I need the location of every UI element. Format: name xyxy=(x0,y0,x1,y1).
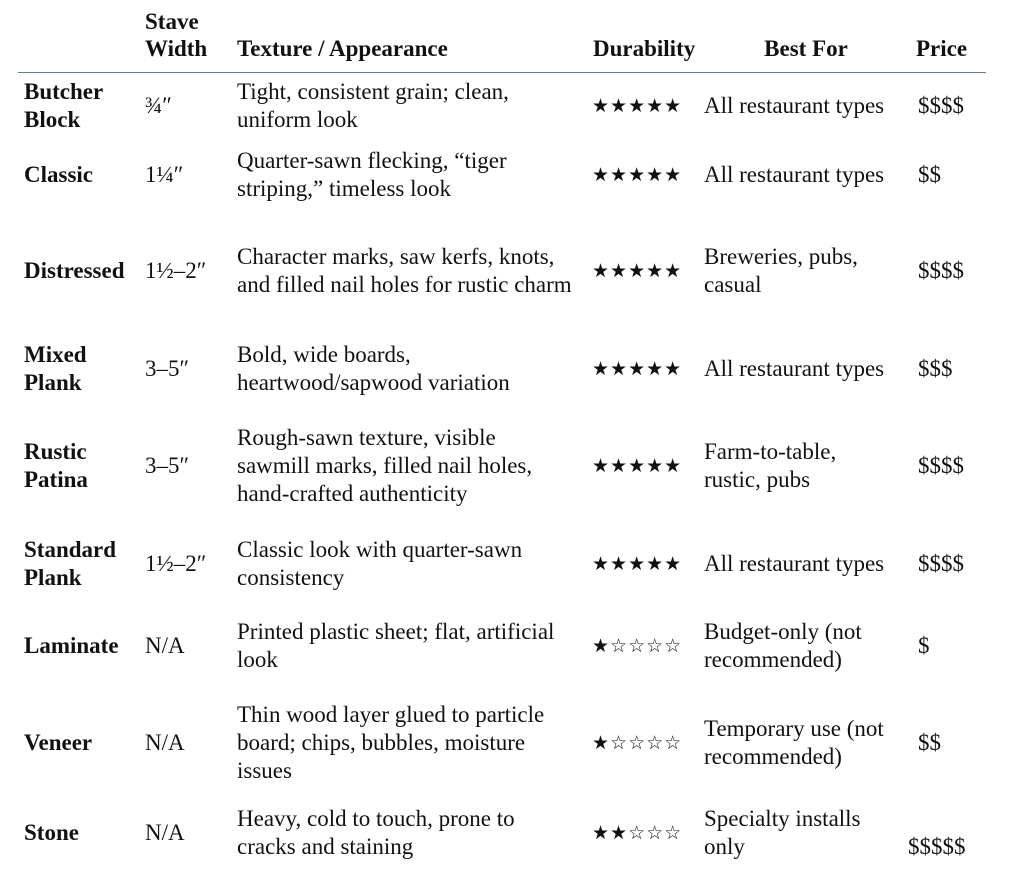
row-texture xyxy=(233,331,589,407)
row-texture-text: Character marks, saw kerfs, knots, and filled nail holes for rustic charm xyxy=(237,243,572,297)
row-best-for: All restaurant types xyxy=(704,355,885,381)
row-best-for: All restaurant types xyxy=(704,93,885,119)
row-price: $$$$ xyxy=(918,257,964,283)
row-texture xyxy=(233,797,589,869)
row-stave-width: 3–5″ xyxy=(145,355,190,381)
row-name: Butcher Block xyxy=(24,79,103,133)
durability-stars: ★★★★★ xyxy=(592,454,683,477)
flooring-comparison-table xyxy=(18,8,986,869)
table-row xyxy=(18,407,986,525)
row-best-for-text: Breweries, pubs, casual xyxy=(704,243,858,297)
table-row xyxy=(18,603,986,689)
row-name: Stone xyxy=(24,819,79,845)
header-stave-width-label: Stave Width xyxy=(145,9,208,61)
header-best-for: Best For xyxy=(704,8,908,73)
row-best-for xyxy=(704,689,908,797)
table-row xyxy=(18,525,986,603)
row-best-for xyxy=(704,603,908,689)
row-name xyxy=(18,407,145,525)
table-header xyxy=(18,8,986,73)
row-price: $$ xyxy=(918,162,941,187)
row-texture xyxy=(233,211,589,331)
header-name xyxy=(18,8,145,73)
row-best-for xyxy=(704,407,908,525)
row-stave-width: N/A xyxy=(145,632,185,658)
row-texture-text: Printed plastic sheet; flat, artificial look xyxy=(237,618,555,672)
header-row xyxy=(18,8,986,73)
table-body xyxy=(18,73,986,869)
row-best-for-text: Budget-only (not recommended) xyxy=(704,618,862,672)
row-texture-text: Thin wood layer glued to particle board; chips, bubbles, moisture issues xyxy=(237,701,545,783)
row-stave-width: ¾″ xyxy=(145,93,172,119)
row-name xyxy=(18,331,145,407)
row-texture xyxy=(233,73,589,140)
table-row xyxy=(18,689,986,797)
row-name-text: Rustic Patina xyxy=(24,438,88,492)
row-price: $$$ xyxy=(918,355,953,381)
header-price: Price xyxy=(908,8,986,73)
durability-stars: ★★★★★ xyxy=(592,95,683,118)
table-row xyxy=(18,140,986,211)
durability-stars: ★☆☆☆☆ xyxy=(592,731,683,754)
durability-stars: ★★★★★ xyxy=(592,164,683,186)
row-texture xyxy=(233,525,589,603)
durability-stars: ★☆☆☆☆ xyxy=(592,634,683,657)
row-stave-width: N/A xyxy=(145,819,185,845)
header-stave-width xyxy=(145,8,233,73)
row-best-for: All restaurant types xyxy=(704,162,885,187)
row-name: Distressed xyxy=(24,257,125,283)
row-name-text: Mixed Plank xyxy=(24,341,87,395)
row-stave-width: 3–5″ xyxy=(145,452,190,478)
table-row xyxy=(18,211,986,331)
row-best-for-text: Temporary use (not recommended) xyxy=(704,715,884,769)
row-price: $$$$ xyxy=(918,93,964,119)
row-texture xyxy=(233,689,589,797)
row-texture xyxy=(233,407,589,525)
row-name xyxy=(18,525,145,603)
row-stave-width: N/A xyxy=(145,729,185,755)
row-best-for-text: Farm-to-table, rustic, pubs xyxy=(704,438,837,492)
row-texture-text: Quarter-sawn flecking, “tiger striping,” timeless look xyxy=(237,148,507,201)
row-name: Laminate xyxy=(24,632,119,658)
row-best-for xyxy=(704,797,908,869)
durability-stars: ★★★★★ xyxy=(592,259,683,282)
row-texture-text: Classic look with quarter-sawn consistency xyxy=(237,536,523,590)
row-texture xyxy=(233,140,589,211)
row-price: $$$$ xyxy=(918,550,964,576)
row-price: $$ xyxy=(918,729,941,755)
table-row xyxy=(18,73,986,140)
row-price: $$$$ xyxy=(918,452,964,478)
row-price: $$$$$ xyxy=(908,833,966,859)
table-row xyxy=(18,331,986,407)
row-price: $ xyxy=(918,632,930,658)
row-stave-width: 1½–2″ xyxy=(145,550,207,576)
row-texture-text: Tight, consistent grain; clean, uniform look xyxy=(237,79,509,133)
row-texture-text: Bold, wide boards, heartwood/sapwood variation xyxy=(237,341,510,395)
row-texture-text: Rough-sawn texture, visible sawmill marks, filled nail holes, hand-crafted authenticity xyxy=(237,424,533,506)
row-stave-width: 1½–2″ xyxy=(145,257,207,283)
row-name-text: Standard Plank xyxy=(24,536,117,590)
row-texture-text: Heavy, cold to touch, prone to cracks and staining xyxy=(237,805,515,859)
durability-stars: ★★☆☆☆ xyxy=(592,821,683,844)
row-name: Veneer xyxy=(24,729,93,755)
header-texture: Texture / Appearance xyxy=(233,8,589,73)
header-durability: Durability xyxy=(589,8,704,73)
durability-stars: ★★★★★ xyxy=(592,357,683,380)
table-row xyxy=(18,797,986,869)
row-stave-width: 1¼″ xyxy=(145,162,184,187)
row-best-for xyxy=(704,211,908,331)
row-texture xyxy=(233,603,589,689)
row-best-for-text: Specialty installs only xyxy=(704,805,861,859)
row-name: Classic xyxy=(24,162,93,187)
row-best-for: All restaurant types xyxy=(704,550,885,576)
durability-stars: ★★★★★ xyxy=(592,552,683,575)
